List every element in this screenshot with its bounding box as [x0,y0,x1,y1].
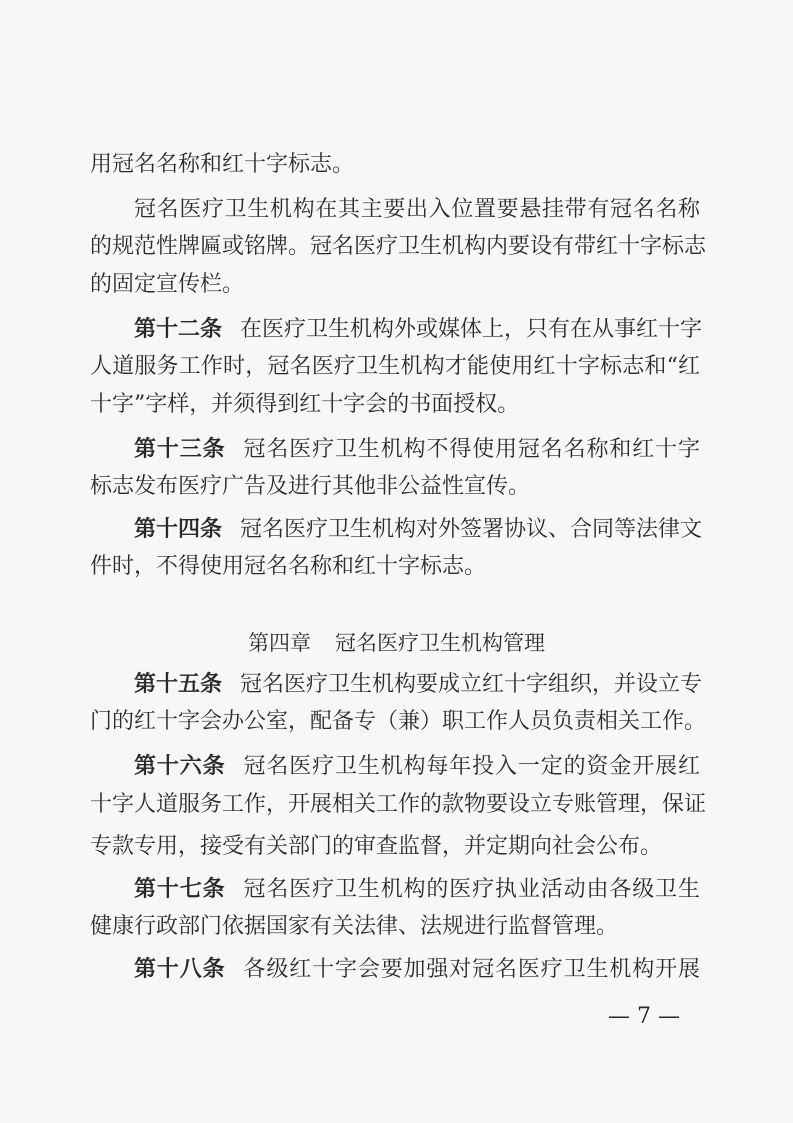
chapter-number: 第四章 [248,631,311,655]
article-text: 冠名医疗卫生机构每年投入一定的资金开展红 [243,754,700,779]
text-line: 门的红十字会办公室，配备专（兼）职工作人员负责相关工作。 [90,709,707,734]
article-label: 第十六条 [134,754,226,779]
text-line: 的规范性牌匾或铭牌。冠名医疗卫生机构内要设有带红十字标志 [90,234,707,259]
text-line: 人道服务工作时，冠名医疗卫生机构才能使用红十字标志和“红 [90,354,700,379]
text-line: 冠名医疗卫生机构在其主要出入位置要悬挂带有冠名名称 [134,197,700,222]
article-text: 各级红十字会要加强对冠名医疗卫生机构开展 [243,957,700,982]
chapter-title: 冠名医疗卫生机构管理 [335,631,545,655]
text-line: 十字人道服务工作，开展相关工作的款物要设立专账管理，保证 [90,792,707,817]
article-text: 冠名医疗卫生机构对外签署协议、合同等法律文 [240,517,703,542]
page-number: — 7 — [608,1004,680,1029]
article-label: 第十二条 [134,317,223,342]
article-16-line [134,752,700,782]
article-15-line [134,670,703,700]
text-line: 件时，不得使用冠名名称和红十字标志。 [90,554,487,579]
chapter-heading [0,628,793,658]
article-13-line [134,435,700,465]
article-text: 冠名医疗卫生机构要成立红十字组织，并设立专 [240,672,703,697]
article-17-line [134,875,700,905]
text-line: 十字”字样，并须得到红十字会的书面授权。 [90,392,520,417]
article-text: 在医疗卫生机构外或媒体上，只有在从事红十字 [240,317,703,342]
text-line: 专款专用，接受有关部门的审查监督，并定期向社会公布。 [90,834,663,859]
text-line: 用冠名名称和红十字标志。 [90,152,355,177]
article-label: 第十三条 [134,437,226,462]
text-line: 的固定宣传栏。 [90,272,245,297]
article-label: 第十八条 [134,957,226,982]
article-text: 冠名医疗卫生机构的医疗执业活动由各级卫生 [243,877,700,902]
article-text: 冠名医疗卫生机构不得使用冠名名称和红十字 [243,437,700,462]
article-12-line [134,315,703,345]
text-line: 标志发布医疗广告及进行其他非公益性宣传。 [90,474,531,499]
text-line: 健康行政部门依据国家有关法律、法规进行监督管理。 [90,914,619,939]
article-label: 第十五条 [134,672,223,697]
article-label: 第十四条 [134,517,223,542]
article-label: 第十七条 [134,877,226,902]
article-18-line [134,955,700,985]
article-14-line [134,515,703,545]
